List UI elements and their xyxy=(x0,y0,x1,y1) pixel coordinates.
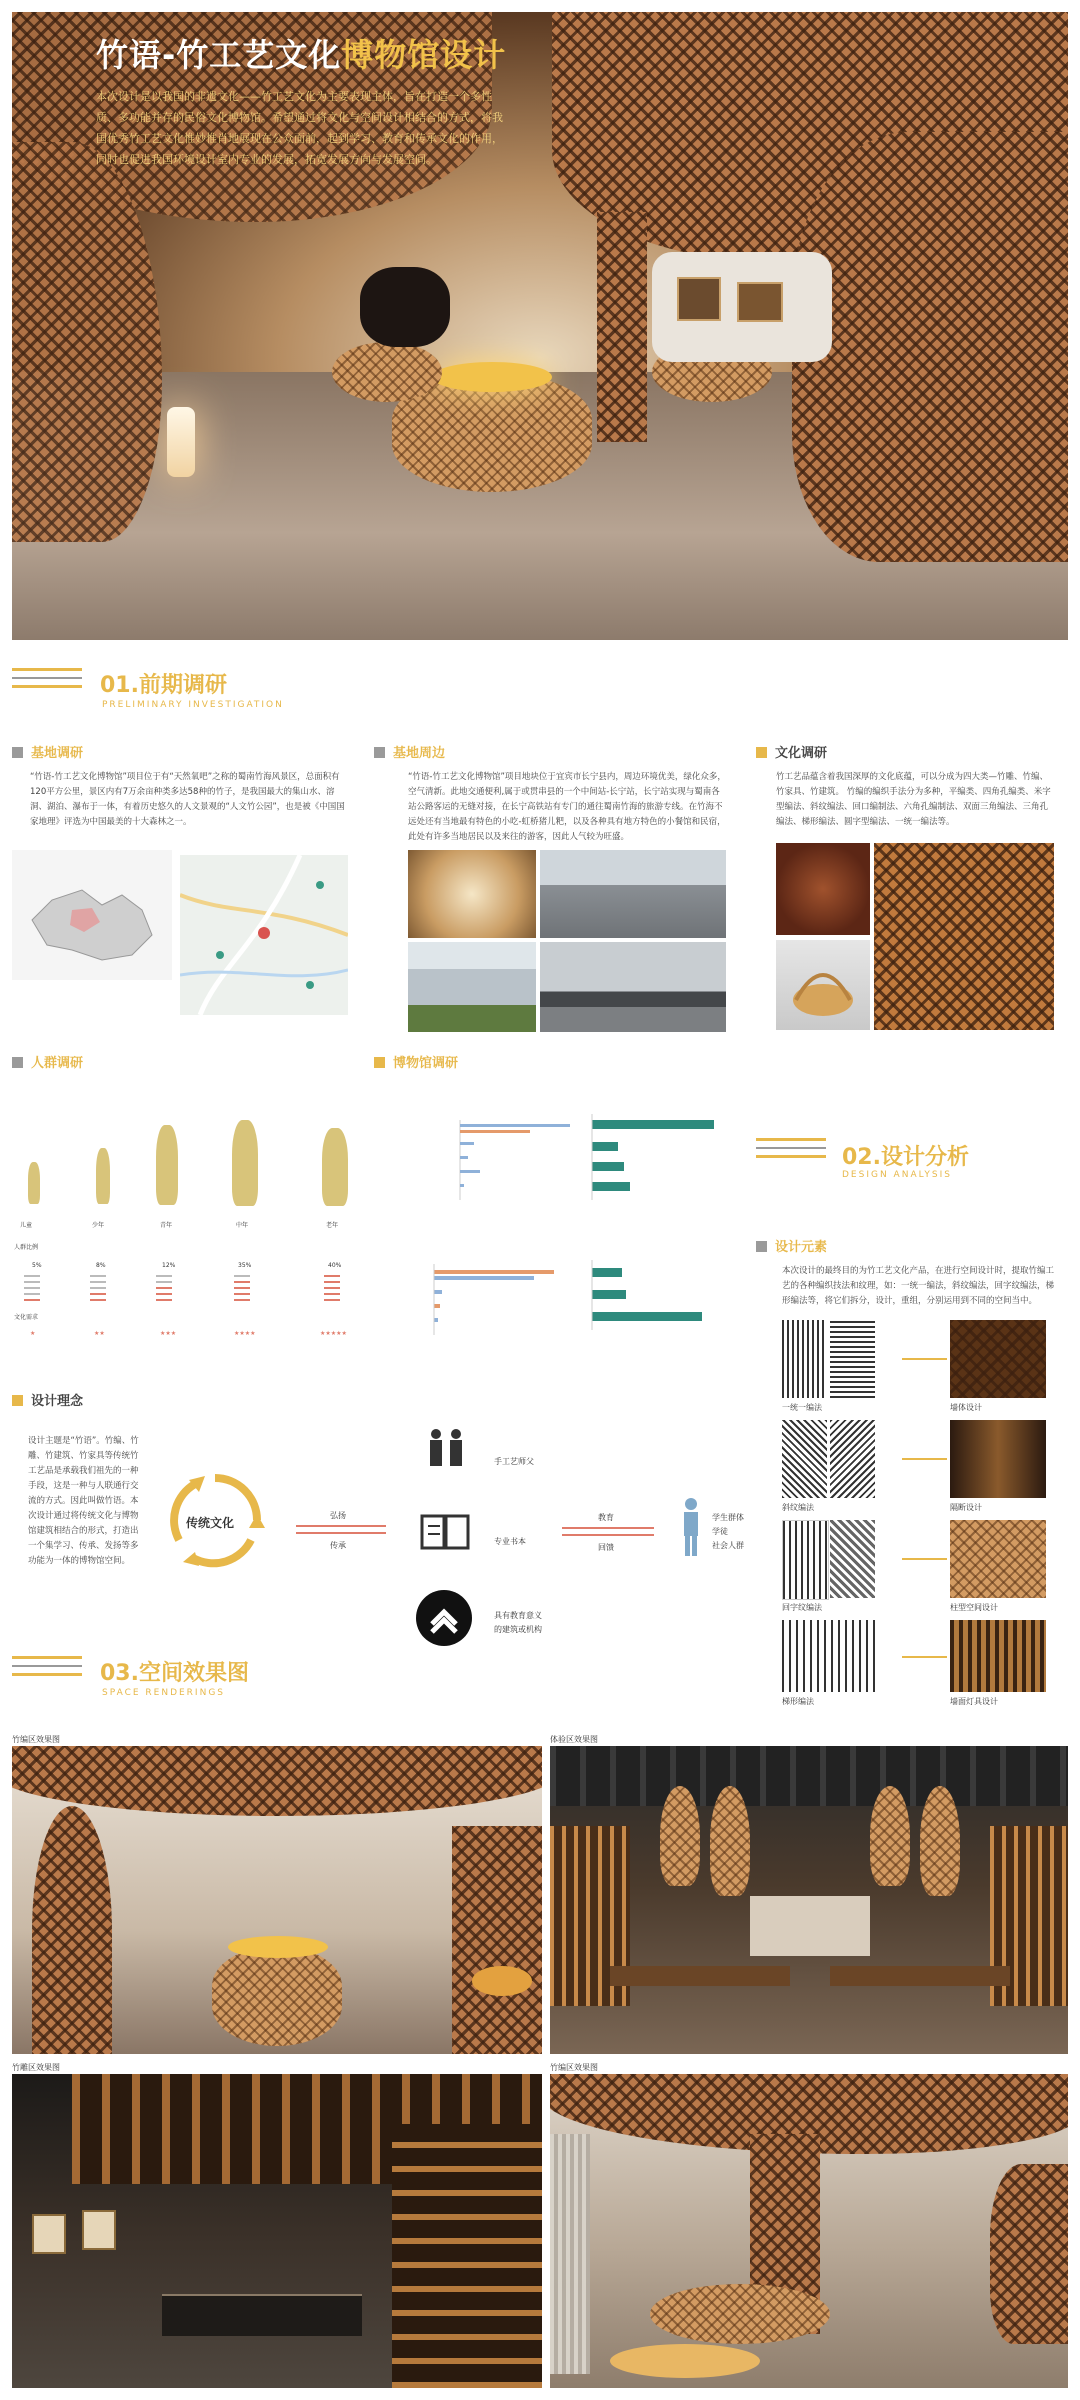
long-table xyxy=(610,1966,790,1986)
museum-heading: 博物馆调研 xyxy=(374,1052,458,1071)
square-bullet-icon xyxy=(12,1395,23,1406)
craftsmen-icon xyxy=(424,1428,468,1468)
arrow-label-feedback: 回馈 xyxy=(598,1543,614,1552)
book-icon xyxy=(420,1512,470,1552)
display-case xyxy=(162,2294,362,2336)
render-caption-2: 体验区效果图 xyxy=(550,1735,598,1744)
elder-figure-icon xyxy=(322,1128,348,1206)
surroundings-text: “竹语-竹工艺文化博物馆”项目地块位于宜宾市长宁县内，周边环境优美，绿化众多，空气清新。此地交通便利,属于或贯串县的一个中间站-长宁站，长宁站实现与蜀南各站公路客运的无缝对接，在长宁高铁站有专门的通往蜀南竹海的旅游专线。在竹海不远处还有当地最有特色的小吃-虹桥猪儿粑，以及各种具有地方特色的小餐馆和民宿，此处有许多当地居民以及来往的游客，因此人气较为旺盛。 xyxy=(408,772,726,842)
person-icon xyxy=(680,1498,702,1556)
wall-frame xyxy=(82,2210,116,2250)
cycle-center-label: 传统文化 xyxy=(186,1516,235,1530)
culture-heading: 文化调研 xyxy=(756,742,827,761)
hero-image xyxy=(12,12,1068,640)
crowd-row-label-bottom: 文化需求 xyxy=(14,1314,39,1321)
slatted-wall xyxy=(550,2134,590,2374)
pendant-lamp xyxy=(870,1786,910,1886)
element-result-4: 墙面灯具设计 xyxy=(950,1697,998,1706)
element-result-1: 墙体设计 xyxy=(950,1403,982,1412)
render-bamboo-weaving-zone-2 xyxy=(550,2074,1068,2388)
crowd-stars: ★★★★ xyxy=(234,1330,256,1337)
woven-column xyxy=(32,1806,112,2054)
child-figure-icon xyxy=(28,1162,40,1204)
photo-railway-station xyxy=(540,942,726,1032)
audience-students: 学生群体 xyxy=(712,1513,744,1522)
floor-lamp xyxy=(167,407,195,477)
section-lines-icon xyxy=(12,668,82,694)
wall-lamp-design-image xyxy=(950,1620,1046,1692)
arrow-right-icon xyxy=(562,1527,654,1529)
museum-charts xyxy=(420,1100,730,1360)
section-lines-icon xyxy=(12,1656,82,1682)
crowd-stars: ★ xyxy=(30,1330,36,1337)
adult-figure-icon xyxy=(232,1120,258,1206)
item-institution-line1: 具有教育意义 xyxy=(494,1611,542,1620)
square-bullet-icon xyxy=(374,1057,385,1068)
crowd-stars: ★★★ xyxy=(160,1330,177,1337)
square-bullet-icon xyxy=(756,747,767,758)
photo-bus-stop xyxy=(540,850,726,938)
wall-design-image xyxy=(950,1320,1046,1398)
pendant-lamp xyxy=(660,1786,700,1886)
crowd-stars-row xyxy=(24,1330,384,1340)
arrow-right-icon xyxy=(902,1558,947,1560)
pattern-hui xyxy=(782,1520,829,1600)
pendant-lamp xyxy=(710,1786,750,1896)
crowd-stars: ★★★★★ xyxy=(320,1330,347,1337)
section-title-03: 03.空间效果图 xyxy=(100,1661,249,1686)
site-survey-heading: 基地调研 xyxy=(12,742,83,761)
bamboo-sculpture xyxy=(472,1966,532,1996)
render-bamboo-carving-zone xyxy=(12,2074,542,2388)
woven-display xyxy=(212,1946,342,2046)
woven-display-small xyxy=(332,342,442,402)
woven-column-right xyxy=(990,2164,1068,2344)
institution-icon xyxy=(416,1590,472,1646)
element-label-2: 斜纹编法 xyxy=(782,1503,814,1512)
arrow-right-icon xyxy=(902,1458,947,1460)
pattern-trapezoid xyxy=(782,1620,875,1692)
item-institution-line2: 的建筑或机构 xyxy=(494,1625,542,1634)
crowd-row-label-top: 人群比例 xyxy=(14,1244,39,1251)
wall-picture-2 xyxy=(737,282,783,322)
back-counter xyxy=(750,1896,870,1956)
wall-picture-1 xyxy=(677,277,721,321)
woven-column-right xyxy=(452,1826,542,2054)
design-elements-heading: 设计元素 xyxy=(756,1236,827,1255)
design-concept-text: 设计主题是“竹语”。竹编、竹雕、竹建筑、竹家具等传统竹工艺品是承载我们祖先的一种手段，这是一种与人联通行交流的方式。因此叫做竹语。本次设计通过将传统文化与博物馆建筑相结合的形式，打造出一个集学习、传承、发扬等多功能为一体的博物馆空间。 xyxy=(28,1436,139,1566)
design-elements-text: 本次设计的最终目的为竹工艺文化产品，在进行空间设计时，提取竹编工艺的各种编织技法和纹理，如：一统一编法，斜纹编法，回字纹编法，梯形编法等，将它们拆分，设计，重组，分别运用到不同的空间当中。 xyxy=(782,1266,1055,1306)
section-lines-icon xyxy=(756,1138,826,1164)
weaving-patterns-grid xyxy=(874,843,1054,1030)
section-subtitle-02: DESIGN ANALYSIS xyxy=(842,1170,952,1180)
surroundings-heading: 基地周边 xyxy=(374,742,445,761)
square-bullet-icon xyxy=(12,1057,23,1068)
crowd-percent: 12% xyxy=(162,1262,176,1269)
crowd-label-adult: 中年 xyxy=(236,1222,249,1229)
render-experience-zone xyxy=(550,1746,1068,2054)
audience-apprentices: 学徒 xyxy=(712,1527,728,1536)
square-bullet-icon xyxy=(374,747,385,758)
crowd-label-elder: 老年 xyxy=(326,1222,339,1229)
wall-frame xyxy=(32,2214,66,2254)
woven-column-right xyxy=(792,132,1068,562)
section-subtitle-03: SPACE RENDERINGS xyxy=(102,1688,226,1698)
element-result-2: 隔断设计 xyxy=(950,1503,982,1512)
crowd-percent: 40% xyxy=(328,1262,342,1269)
long-table-2 xyxy=(830,1966,1010,1986)
teen-figure-icon xyxy=(96,1148,110,1204)
crowd-label-child: 儿童 xyxy=(20,1222,33,1229)
crowd-percent: 35% xyxy=(238,1262,252,1269)
pattern-plain-weave xyxy=(782,1320,827,1398)
arrow-label-inherit: 传承 xyxy=(330,1541,346,1550)
audience-public: 社会人群 xyxy=(712,1541,744,1550)
arrow-left-icon xyxy=(296,1532,386,1534)
crowd-percent: 5% xyxy=(32,1262,42,1269)
item-craftsmen: 手工艺师父 xyxy=(494,1457,534,1466)
bamboo-sculpture xyxy=(610,2344,760,2378)
pattern-plain-weave-2 xyxy=(830,1320,875,1398)
design-elements-rows xyxy=(782,1320,1062,1720)
design-concept-heading: 设计理念 xyxy=(12,1390,83,1409)
square-bullet-icon xyxy=(756,1241,767,1252)
crowd-label-teen: 少年 xyxy=(92,1222,105,1229)
golden-display xyxy=(432,362,552,392)
youth-figure-icon xyxy=(156,1125,178,1205)
crowd-heading: 人群调研 xyxy=(12,1052,83,1071)
golden-display xyxy=(228,1936,328,1958)
section-title-02: 02.设计分析 xyxy=(842,1145,969,1170)
element-label-4: 梯形编法 xyxy=(782,1697,814,1706)
arrow-label-education: 教育 xyxy=(598,1513,614,1522)
city-map xyxy=(180,855,348,1015)
culture-text: 竹工艺品蕴含着我国深厚的文化底蕴，可以分成为四大类—竹雕、竹编、竹家具、竹建筑。 竹编的编织手法分为多种，平编类、四角孔编类、米字型编法、斜纹编法、回口编制法、六角孔编制法、双面三角编法、三角孔编法、梯形编法、圆字型编法、一统一编法等。 xyxy=(776,772,1051,827)
render-caption-1: 竹编区效果图 xyxy=(12,1735,60,1744)
arrow-right-icon xyxy=(902,1358,947,1360)
arrow-label-promote: 弘扬 xyxy=(330,1511,346,1520)
pattern-twill-2 xyxy=(830,1420,875,1498)
column-space-design-image xyxy=(950,1520,1046,1598)
province-map xyxy=(12,850,172,980)
crowd-indicator-rows xyxy=(24,1275,384,1305)
woven-column xyxy=(597,212,647,442)
item-books: 专业书本 xyxy=(494,1537,526,1546)
woven-display xyxy=(650,2284,830,2344)
element-label-3: 回字纹编法 xyxy=(782,1603,822,1612)
arrow-right-icon xyxy=(902,1656,947,1658)
section-subtitle-01: PRELIMINARY INVESTIGATION xyxy=(102,700,284,710)
element-label-1: 一统一编法 xyxy=(782,1403,822,1412)
photo-residential xyxy=(408,942,536,1032)
lattice-wall xyxy=(392,2124,542,2388)
partition-design-image xyxy=(950,1420,1046,1498)
render-caption-4: 竹编区效果图 xyxy=(550,2063,598,2072)
square-bullet-icon xyxy=(12,747,23,758)
dark-alcove xyxy=(360,267,450,347)
section-title-01: 01.前期调研 xyxy=(100,673,227,698)
crowd-label-youth: 青年 xyxy=(160,1222,173,1229)
woven-ceiling xyxy=(12,1746,542,1816)
pattern-twill xyxy=(782,1420,827,1498)
render-bamboo-weaving-zone xyxy=(12,1746,542,2054)
element-result-3: 柱型空间设计 xyxy=(950,1603,998,1612)
page-title: 竹语-竹工艺文化博物馆设计 xyxy=(96,36,507,74)
render-caption-3: 竹雕区效果图 xyxy=(12,2063,60,2072)
photo-bamboo-basket xyxy=(776,940,870,1030)
arrow-left-icon xyxy=(562,1534,654,1536)
intro-text: 本次设计是以我国的非遗文化——竹工艺文化为主要表现主体，旨在打造一个多性质、多功能并存的民俗文化博物馆。希望通过将文化与空间设计相结合的方式，将我国优秀竹工艺文化惟妙惟肖地展现在公众面前，起到学习、教育和传承文化的作用，同时也促进我国环境设计室内专业的发展，拓宽发展方向与发展空间。 xyxy=(96,90,503,166)
photo-bamboo-carving xyxy=(776,843,870,935)
pattern-hui-2 xyxy=(830,1520,875,1598)
arrow-right-icon xyxy=(296,1525,386,1527)
ceiling-beams xyxy=(550,1746,1068,1806)
photo-local-food xyxy=(408,850,536,938)
crowd-stars: ★★ xyxy=(94,1330,105,1337)
pendant-lamp xyxy=(920,1786,960,1896)
site-survey-text: “竹语-竹工艺文化博物馆”项目位于有“天然氧吧”之称的蜀南竹海风景区，总面积有120平方公里，景区内有7万余亩种类多达58种的竹子，是我国最大的集山水、溶洞、湖泊、瀑布于一体，有着历史悠久的人文景观的“人文竹公园”，也是被《中国国家地理》评选为中国最美的十大森林之一。 xyxy=(30,772,345,827)
crowd-percent: 8% xyxy=(96,1262,106,1269)
